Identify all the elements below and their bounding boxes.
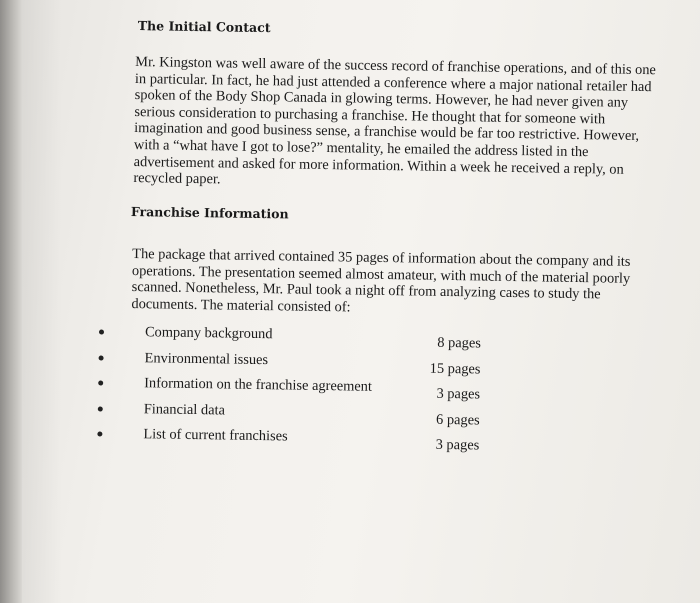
bullet-icon — [98, 380, 103, 385]
bullet-icon — [99, 355, 104, 360]
page-fold-shadow — [22, 0, 62, 603]
page-counts-column — [423, 335, 481, 463]
bullet-icon — [97, 431, 102, 436]
page-count: 3 pages — [436, 385, 481, 403]
material-item: Environmental issues — [144, 349, 269, 368]
paragraph-franchise-information: The package that arrived contained 35 pages of information about the company and its operations. The presentation seemed almost amateur, with much of the material poorly scanned. Nonetheless, Mr. Paul took a night off from analyzing cases to study the documents. The material consisted of: — [131, 246, 631, 316]
page-left-edge-shadow — [0, 0, 22, 603]
bullet-icon — [98, 406, 103, 411]
page-count: 3 pages — [435, 436, 480, 454]
page-count: 15 pages — [429, 360, 481, 377]
material-item: Information on the franchise agreement — [144, 375, 373, 395]
material-item: Financial data — [143, 400, 226, 418]
page-count: 8 pages — [437, 334, 481, 352]
paragraph-initial-contact: Mr. Kingston was well aware of the success record of franchise operations, and of this one in particular. In fact, he had just attended a conference where a major national retailer had spoken of the Body Shop Canada in glowing terms. However, he had never given any serious consideration to purchasing a franchise. He thought that for someone with imagination and good business sense, a franchise would be far too restrictive. However, with a “what have I got to lose?” mentality, he emailed the address listed in the advertisement and asked for more information. Within a week he received a reply, on recycled paper. — [133, 54, 657, 188]
bullet-icon — [99, 329, 104, 334]
heading-franchise-information: Franchise Information — [130, 203, 289, 222]
material-item: Company background — [144, 324, 273, 343]
document-page — [130, 14, 664, 454]
page-count: 6 pages — [435, 411, 480, 428]
material-item: List of current franchises — [143, 426, 288, 445]
heading-initial-contact: The Initial Contact — [137, 18, 271, 36]
